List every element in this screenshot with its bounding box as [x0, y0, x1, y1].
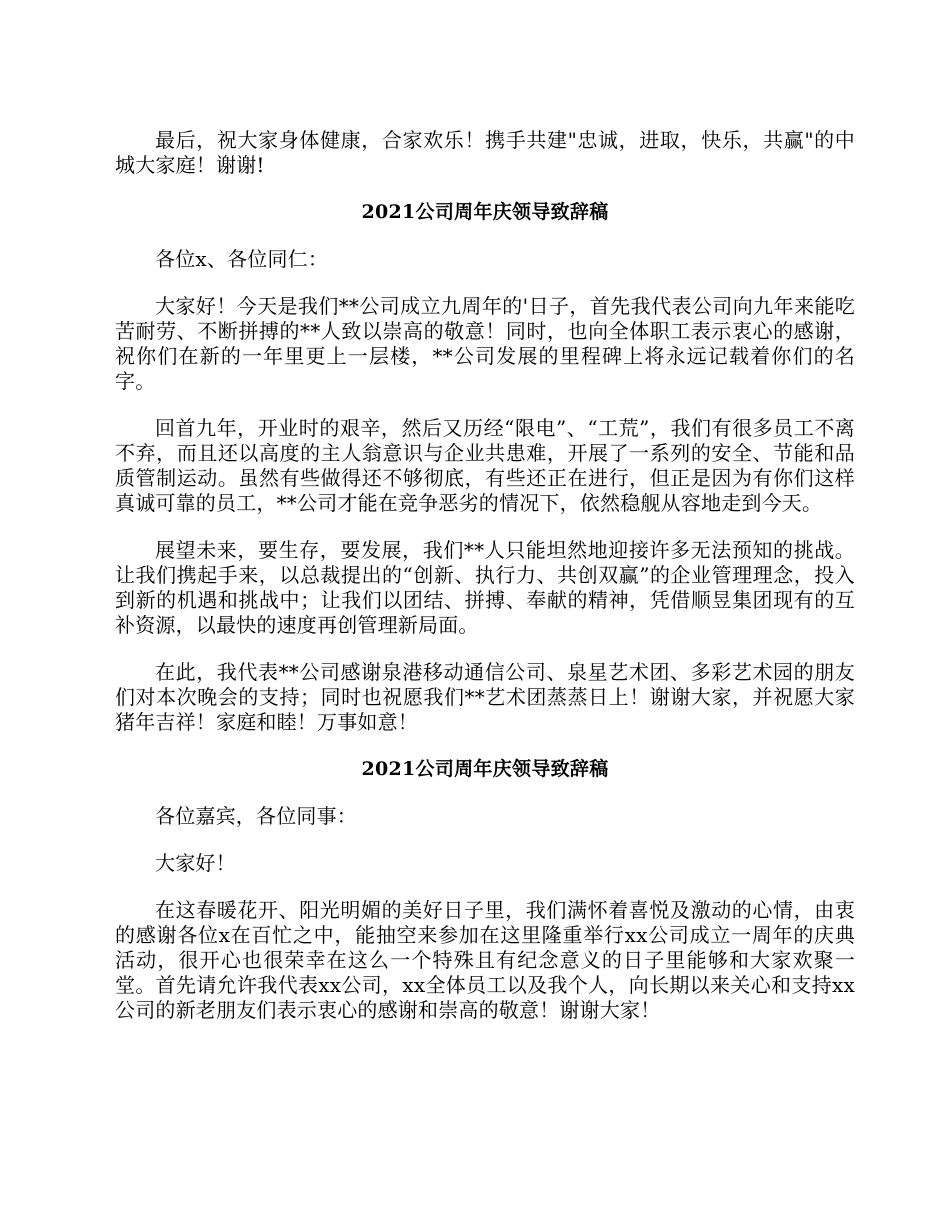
section-title: 2021公司周年庆领导致辞稿	[361, 758, 609, 780]
closing-paragraph: 最后，祝大家身体健康，合家欢乐！携手共建"忠诚，进取，快乐，共赢"的中城大家庭！谢谢!	[115, 128, 855, 177]
speech-paragraph: 展望未来，要生存，要发展，我们**人只能坦然地迎接许多无法预知的挑战。让我们携起手来，以总裁提出的“创新、执行力、共创双赢”的企业管理理念，投入到新的机遇和挑战中；让我们以团结、拼搏、奉献的精神，凭借顺昱集团现有的互补资源，以最快的速度再创管理新局面。	[115, 538, 855, 637]
greeting-line: 各位嘉宾，各位同事：	[155, 804, 357, 828]
greeting-line: 各位x、各位同仁：	[155, 247, 329, 271]
section-title: 2021公司周年庆领导致辞稿	[361, 201, 609, 223]
speech-paragraph: 回首九年，开业时的艰辛，然后又历经“限电”、“工荒”，我们有很多员工不离不弃，而且还以高度的主人翁意识与企业共患难，开展了一系列的安全、节能和品质管制运动。虽然有些做得还不够彻底，有些还正在进行，但正是因为有你们这样真诚可靠的员工，**公司才能在竞争恶劣的情况下，依然稳舰从容地走到今天。	[115, 416, 855, 515]
speech-paragraph: 大家好！今天是我们**公司成立九周年的'日子，首先我代表公司向九年来能吃苦耐劳、不断拼搏的**人致以崇高的敬意！同时，也向全体职工表示衷心的感谢，祝你们在新的一年里更上一层楼，**公司发展的里程碑上将永远记载着你们的名字。	[115, 294, 855, 393]
document-page	[115, 128, 855, 1023]
speech-paragraph: 在这春暖花开、阳光明媚的美好日子里，我们满怀着喜悦及激动的心情，由衷的感谢各位x在百忙之中，能抽空来参加在这里隆重举行xx公司成立一周年的庆典活动，很开心也很荣幸在这么一个特殊且有纪念意义的日子里能够和大家欢聚一堂。首先请允许我代表xx公司，xx全体员工以及我个人，向长期以来关心和支持xx公司的新老朋友们表示衷心的感谢和崇高的敬意！谢谢大家！	[115, 898, 855, 1022]
hello-line: 大家好！	[155, 851, 236, 875]
speech-paragraph: 在此，我代表**公司感谢泉港移动通信公司、泉星艺术团、多彩艺术园的朋友们对本次晚会的支持；同时也祝愿我们**艺术团蒸蒸日上！谢谢大家，并祝愿大家猪年吉祥！家庭和睦！万事如意！	[115, 660, 855, 734]
